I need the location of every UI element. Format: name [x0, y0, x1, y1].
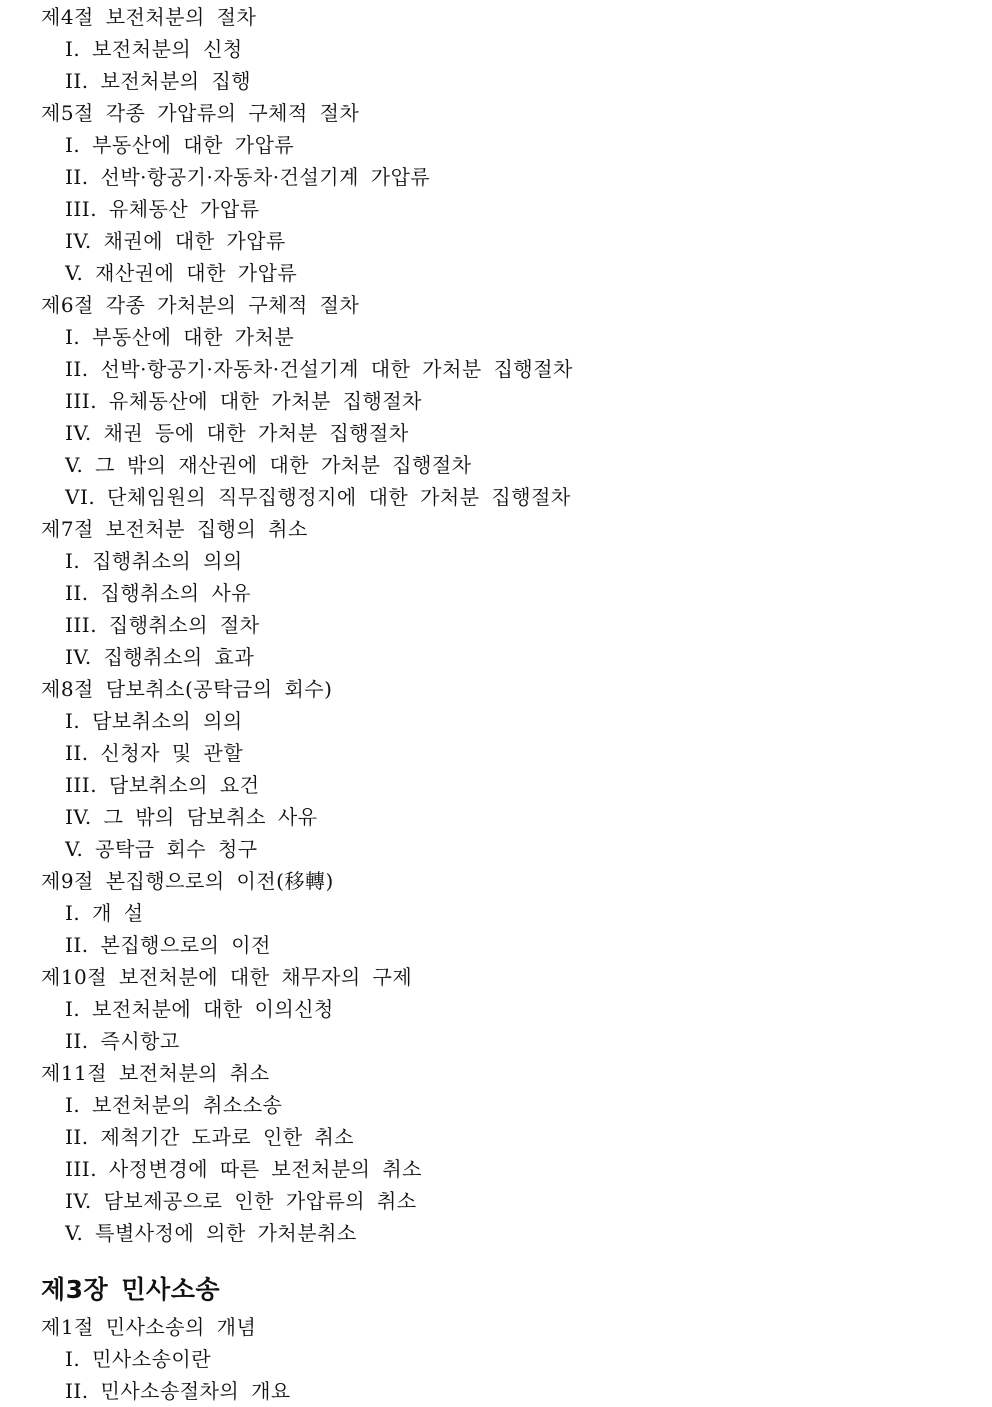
toc-item-line: I. 개 설	[65, 901, 144, 925]
toc-item-line: I. 담보취소의 의의	[65, 709, 243, 733]
toc-section-line: 제9절 본집행으로의 이전(移轉)	[41, 869, 334, 893]
toc-item-line: II. 민사소송절차의 개요	[65, 1379, 291, 1403]
toc-item-line: III. 유체동산에 대한 가처분 집행절차	[65, 389, 422, 413]
toc-item-line: III. 담보취소의 요건	[65, 773, 260, 797]
toc-item-line: II. 집행취소의 사유	[65, 581, 252, 605]
toc-list	[0, 1, 992, 1407]
toc-item-line: IV. 채권 등에 대한 가처분 집행절차	[65, 421, 409, 445]
toc-item-line: II. 즉시항고	[65, 1029, 180, 1053]
toc-item-line: VI. 단체임원의 직무집행정지에 대한 가처분 집행절차	[65, 485, 571, 509]
toc-item-line: II. 제척기간 도과로 인한 취소	[65, 1125, 355, 1149]
toc-item-line: V. 공탁금 회수 청구	[65, 837, 258, 861]
toc-item-line: I. 민사소송이란	[65, 1347, 212, 1371]
toc-item-line: I. 집행취소의 의의	[65, 549, 243, 573]
toc-item-line: III. 사정변경에 따른 보전처분의 취소	[65, 1157, 422, 1181]
toc-section-line: 제6절 각종 가처분의 구체적 절차	[41, 293, 360, 317]
toc-section-line: 제1절 민사소송의 개념	[41, 1315, 257, 1339]
toc-item-line: IV. 그 밖의 담보취소 사유	[65, 805, 318, 829]
toc-item-line: V. 그 밖의 재산권에 대한 가처분 집행절차	[65, 453, 472, 477]
toc-item-line: II. 선박·항공기·자동차·건설기계 가압류	[65, 165, 431, 189]
toc-item-line: III. 유체동산 가압류	[65, 197, 260, 221]
toc-item-line: II. 본집행으로의 이전	[65, 933, 271, 957]
toc-section-line: 제4절 보전처분의 절차	[41, 5, 257, 29]
toc-item-line: V. 특별사정에 의한 가처분취소	[65, 1221, 357, 1245]
toc-item-line: I. 부동산에 대한 가압류	[65, 133, 295, 157]
toc-item-line: IV. 집행취소의 효과	[65, 645, 255, 669]
toc-section-line: 제11절 보전처분의 취소	[41, 1061, 270, 1085]
toc-item-line: III. 집행취소의 절차	[65, 613, 260, 637]
toc-item-line: II. 선박·항공기·자동차·건설기계 대한 가처분 집행절차	[65, 357, 573, 381]
toc-item-line: IV. 채권에 대한 가압류	[65, 229, 286, 253]
toc-item-line: V. 재산권에 대한 가압류	[65, 261, 298, 285]
toc-section-line: 제10절 보전처분에 대한 채무자의 구제	[41, 965, 413, 989]
toc-item-line: II. 보전처분의 집행	[65, 69, 252, 93]
toc-item-line: II. 신청자 및 관할	[65, 741, 244, 765]
toc-item-line: I. 보전처분의 취소소송	[65, 1093, 283, 1117]
toc-item-line: I. 보전처분에 대한 이의신청	[65, 997, 334, 1021]
toc-item-line: IV. 담보제공으로 인한 가압류의 취소	[65, 1189, 417, 1213]
toc-chapter-line: 제3장 민사소송	[41, 1275, 220, 1304]
toc-section-line: 제7절 보전처분 집행의 취소	[41, 517, 308, 541]
toc-section-line: 제5절 각종 가압류의 구체적 절차	[41, 101, 360, 125]
toc-section-line: 제8절 담보취소(공탁금의 회수)	[41, 677, 333, 701]
toc-item-line: I. 보전처분의 신청	[65, 37, 243, 61]
toc-item-line: I. 부동산에 대한 가처분	[65, 325, 295, 349]
